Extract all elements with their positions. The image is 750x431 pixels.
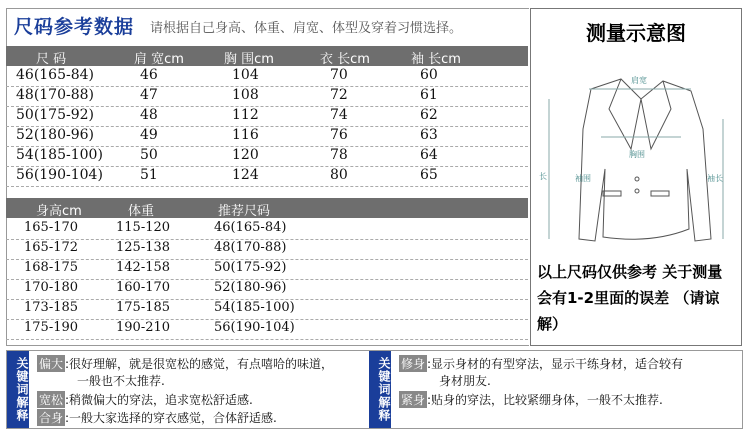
table-cell: 46 bbox=[140, 67, 158, 83]
table-row bbox=[6, 107, 528, 127]
table-cell: 52(180-96) bbox=[214, 280, 287, 295]
table-cell: 160-170 bbox=[116, 280, 171, 295]
table-cell: 65 bbox=[420, 167, 438, 183]
table-row bbox=[6, 147, 528, 167]
table-cell: 48(170-88) bbox=[16, 87, 95, 103]
label-chest: 胸围 bbox=[629, 150, 645, 159]
table-cell: 64 bbox=[420, 147, 438, 163]
table-cell: 46(165-84) bbox=[214, 220, 287, 235]
measurement-panel bbox=[530, 8, 742, 346]
glossary-item: 宽松 :稍微偏大的穿法，追求宽松舒适感. bbox=[39, 393, 253, 407]
table-cell: 70 bbox=[330, 67, 348, 83]
table-cell: 60 bbox=[420, 67, 438, 83]
col-header: 袖 长cm bbox=[411, 52, 461, 67]
table-cell: 56(190-104) bbox=[16, 167, 103, 183]
table-cell: 51 bbox=[140, 167, 158, 183]
table-cell: 125-138 bbox=[116, 240, 171, 255]
col-header: 体重 bbox=[128, 204, 155, 219]
table-cell: 78 bbox=[330, 147, 348, 163]
table-cell: 72 bbox=[330, 87, 348, 103]
diagram-title: 测量示意图 bbox=[586, 21, 686, 45]
size-note: 以上尺码仅供参考 关于测量会有1-2里面的误差 （请谅解） bbox=[537, 263, 723, 333]
recommend-table-header bbox=[6, 198, 528, 218]
term: 偏大 bbox=[39, 357, 64, 371]
col-header: 衣 长cm bbox=[320, 52, 370, 67]
table-cell: 63 bbox=[420, 127, 438, 143]
jacket-diagram-icon bbox=[531, 69, 741, 249]
table-cell: 48 bbox=[140, 107, 158, 123]
subtitle: 请根据自己身高、体重、肩宽、体型及穿着习惯选择。 bbox=[150, 21, 463, 36]
table-cell: 52(180-96) bbox=[16, 127, 95, 143]
table-cell: 175-185 bbox=[116, 300, 171, 315]
table-cell: 115-120 bbox=[116, 220, 171, 235]
glossary-item: 紧身 :贴身的穿法，比较紧绷身体，一般不太推荐. bbox=[401, 393, 663, 407]
glossary-item: 合身 :一般大家选择的穿衣感觉，合体舒适感. bbox=[39, 411, 277, 425]
table-cell: 56(190-104) bbox=[214, 320, 295, 335]
glossary-label: 关键词解释 bbox=[369, 351, 391, 428]
table-cell: 104 bbox=[232, 67, 259, 83]
page-title: 尺码参考数据 bbox=[14, 16, 135, 38]
table-row bbox=[6, 127, 528, 147]
table-cell: 173-185 bbox=[24, 300, 79, 315]
col-header: 胸 围cm bbox=[224, 52, 274, 67]
table-cell: 50(175-92) bbox=[16, 107, 95, 123]
glossary-item-cont: 身材朋友. bbox=[439, 374, 491, 388]
table-cell: 50(175-92) bbox=[214, 260, 287, 275]
table-cell: 112 bbox=[232, 107, 259, 123]
table-cell: 54(185-100) bbox=[214, 300, 295, 315]
table-cell: 61 bbox=[420, 87, 438, 103]
label-length: 长 bbox=[539, 172, 547, 181]
table-cell: 54(185-100) bbox=[16, 147, 103, 163]
table-cell: 108 bbox=[232, 87, 259, 103]
table-row bbox=[6, 220, 528, 240]
table-cell: 165-170 bbox=[24, 220, 79, 235]
table-cell: 62 bbox=[420, 107, 438, 123]
table-cell: 168-175 bbox=[24, 260, 79, 275]
table-row bbox=[6, 87, 528, 107]
glossary-item: 偏大 :很好理解，就是很宽松的感觉，有点嘻哈的味道， bbox=[39, 357, 334, 371]
size-table-header bbox=[6, 46, 528, 66]
table-cell: 50 bbox=[140, 147, 158, 163]
col-header: 推荐尺码 bbox=[218, 204, 271, 219]
col-header: 肩 宽cm bbox=[134, 52, 184, 67]
table-row bbox=[6, 240, 528, 260]
table-cell: 142-158 bbox=[116, 260, 171, 275]
table-cell: 48(170-88) bbox=[214, 240, 287, 255]
table-row bbox=[6, 260, 528, 280]
table-cell: 165-172 bbox=[24, 240, 79, 255]
table-row bbox=[6, 300, 528, 320]
table-row bbox=[6, 320, 528, 340]
glossary-item-cont: 一般也不太推荐. bbox=[77, 374, 165, 388]
table-row bbox=[6, 167, 528, 187]
glossary-item: 修身 :显示身材的有型穿法，显示干练身材，适合较有 bbox=[401, 357, 684, 371]
table-row bbox=[6, 67, 528, 87]
table-cell: 175-190 bbox=[24, 320, 79, 335]
table-cell: 74 bbox=[330, 107, 348, 123]
table-cell: 190-210 bbox=[116, 320, 171, 335]
col-header: 尺 码 bbox=[36, 52, 67, 67]
table-cell: 124 bbox=[232, 167, 259, 183]
table-cell: 120 bbox=[232, 147, 259, 163]
glossary-label: 关键词解释 bbox=[7, 351, 29, 428]
glossary-panel bbox=[6, 350, 743, 429]
table-cell: 116 bbox=[232, 127, 259, 143]
table-cell: 170-180 bbox=[24, 280, 79, 295]
label-sleeve: 袖长 bbox=[707, 174, 723, 183]
table-cell: 46(165-84) bbox=[16, 67, 95, 83]
table-cell: 80 bbox=[330, 167, 348, 183]
col-header: 身高cm bbox=[36, 204, 82, 219]
table-cell: 47 bbox=[140, 87, 158, 103]
label-shoulder: 肩宽 bbox=[631, 76, 647, 85]
label-cuff: 袖围 bbox=[575, 174, 591, 183]
table-row bbox=[6, 280, 528, 300]
table-cell: 76 bbox=[330, 127, 348, 143]
table-cell: 49 bbox=[140, 127, 158, 143]
